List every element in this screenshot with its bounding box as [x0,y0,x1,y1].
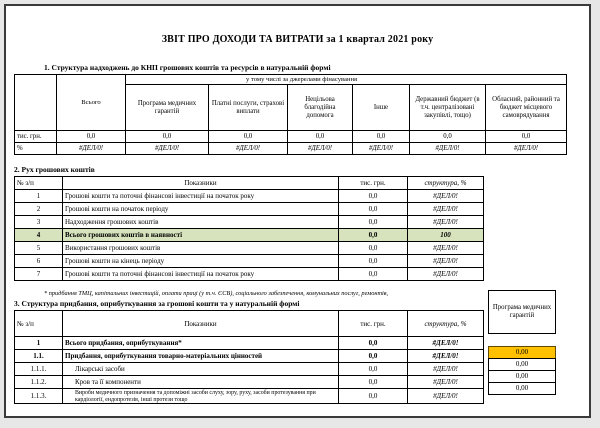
col-header: Нецільова благодійна допомога [288,85,353,131]
table-row [15,363,484,376]
row-label: Грошові кошти та поточні фінансові інвестиції на початок року [63,190,339,203]
header-indicator: Показники [63,311,339,337]
row-num: 4 [15,229,63,242]
row-num: 7 [15,268,63,281]
value-cell: 0,0 [486,131,567,143]
header-structure: структура, % [408,311,484,337]
row-structure: 100 [408,229,484,242]
row-label: Грошові кошти та поточні фінансові інвестиції на початок року [63,268,339,281]
row-unit-label: тис. грн. [15,131,57,143]
header-num: № з/п [15,311,63,337]
group-header-row [15,75,567,85]
row-label: Використання грошових коштів [63,242,339,255]
value-cell: #ДЕЛ/0! [126,143,209,155]
col-header: Платні послуги, страхові виплати [209,85,288,131]
row-amount: 0,0 [339,203,408,216]
row-structure: #ДЕЛ/0! [408,337,484,350]
header-num: № з/п [15,177,63,190]
col-header-total: Всього [57,75,126,131]
pmg-value-cell: 0,00 [488,382,556,395]
table-row [15,203,484,216]
procurement-table [14,310,484,404]
section3-heading: 3. Структура придбання, оприбуткування за грошові кошти та у натуральній формі [14,299,300,308]
pmg-value-cell: 0,00 [488,358,556,371]
row-num: 2 [15,203,63,216]
table-row-total [15,337,484,350]
header-amount: тис. грн. [339,177,408,190]
value-cell: 0,0 [57,131,126,143]
table-row [15,242,484,255]
value-cell: #ДЕЛ/0! [486,143,567,155]
row-num: 1.1.1. [15,363,63,376]
table-row [15,376,484,389]
col-header: Обласний, районний та бюджет місцевого самоврядування [486,85,567,131]
row-amount: 0,0 [339,255,408,268]
section3 [6,290,589,404]
row-structure: #ДЕЛ/0! [408,242,484,255]
pmg-column [488,290,556,395]
table-header-row [15,177,484,190]
value-cell: 0,0 [353,131,410,143]
value-cell: 0,0 [288,131,353,143]
row-num: 1.1.2. [15,376,63,389]
table-row-subtotal [15,350,484,363]
row-label: Всього придбання, оприбуткування* [63,337,339,350]
value-cell: 0,0 [410,131,486,143]
cash-flow-table [14,176,484,281]
row-num: 1.1.3. [15,389,63,404]
row-structure: #ДЕЛ/0! [408,190,484,203]
row-label: Придбання, оприбуткування товарно-матеріальних цінностей [63,350,339,363]
row-num: 1 [15,190,63,203]
value-cell: 0,0 [126,131,209,143]
row-amount: 0,0 [339,242,408,255]
value-cell: #ДЕЛ/0! [288,143,353,155]
row-label: Кров та її компоненти [63,376,339,389]
row-structure: #ДЕЛ/0! [408,203,484,216]
value-cell: #ДЕЛ/0! [353,143,410,155]
row-amount: 0,0 [339,350,408,363]
row-num: 1.1. [15,350,63,363]
row-amount: 0,0 [339,229,408,242]
value-cell: #ДЕЛ/0! [209,143,288,155]
group-header-cell: у тому числі за джерелами фінасування [126,75,567,85]
value-cell: 0,0 [209,131,288,143]
table-row-thousands [15,131,567,143]
table-row [15,389,484,404]
row-label: Всього грошових коштів в наявності [63,229,339,242]
row-amount: 0,0 [339,337,408,350]
value-cell: #ДЕЛ/0! [410,143,486,155]
row-amount: 0,0 [339,216,408,229]
units-corner-cell [15,75,57,131]
row-amount: 0,0 [339,190,408,203]
report-title: ЗВІТ ПРО ДОХОДИ ТА ВИТРАТИ за 1 квартал 2021 року [161,34,434,45]
header-amount: тис. грн. [339,311,408,337]
table-row [15,216,484,229]
col-header: Інше [353,85,410,131]
col-header: Державний бюджет (в т.ч. централізовані закупівлі, тощо) [410,85,486,131]
header-structure: структура, % [408,177,484,190]
row-amount: 0,0 [339,363,408,376]
pmg-column-header: Програма медичних гарантій [488,290,556,334]
row-amount: 0,0 [339,376,408,389]
row-label: Лікарські засоби [63,363,339,376]
row-label: Надходження грошових коштів [63,216,339,229]
pmg-value-cell: 0,00 [488,370,556,383]
row-label: Грошові кошти на кінець періоду [63,255,339,268]
row-num: 3 [15,216,63,229]
footnote: * придбання ТМЦ, капітальних інвестицій, оплати праці (у т.ч. ЄСВ), соціального забезпечення, комунальних послуг, ремонтів, [44,290,389,297]
row-label: Вироби медичного призначення та допоміжні засоби слуху, зору, руху, засоби протезування при кардіології, ендопротезів, інші протези тощо [63,389,339,404]
table-header-row [15,311,484,337]
table-row [15,190,484,203]
table-row [15,255,484,268]
section1-heading: 1. Структура надходжень до КНП грошових коштів та ресурсів в натуральній формі [44,63,331,72]
row-structure: #ДЕЛ/0! [408,389,484,404]
row-structure: #ДЕЛ/0! [408,350,484,363]
row-structure: #ДЕЛ/0! [408,268,484,281]
row-structure: #ДЕЛ/0! [408,216,484,229]
table-row-total-highlighted [15,229,484,242]
row-amount: 0,0 [339,389,408,404]
row-structure: #ДЕЛ/0! [408,376,484,389]
col-header: Програма медичних гарантій [126,85,209,131]
header-indicator: Показники [63,177,339,190]
report-page [4,4,591,418]
row-num: 1 [15,337,63,350]
row-structure: #ДЕЛ/0! [408,255,484,268]
table-row-percent [15,143,567,155]
row-num: 6 [15,255,63,268]
row-num: 5 [15,242,63,255]
table-row [15,268,484,281]
value-cell: #ДЕЛ/0! [57,143,126,155]
pmg-value-cell-highlighted: 0,00 [488,346,556,359]
row-amount: 0,0 [339,268,408,281]
funding-sources-table [14,74,567,155]
row-label: Грошові кошти на початок періоду [63,203,339,216]
row-structure: #ДЕЛ/0! [408,363,484,376]
row-unit-label: % [15,143,57,155]
section2-heading: 2. Рух грошових коштів [14,165,95,174]
